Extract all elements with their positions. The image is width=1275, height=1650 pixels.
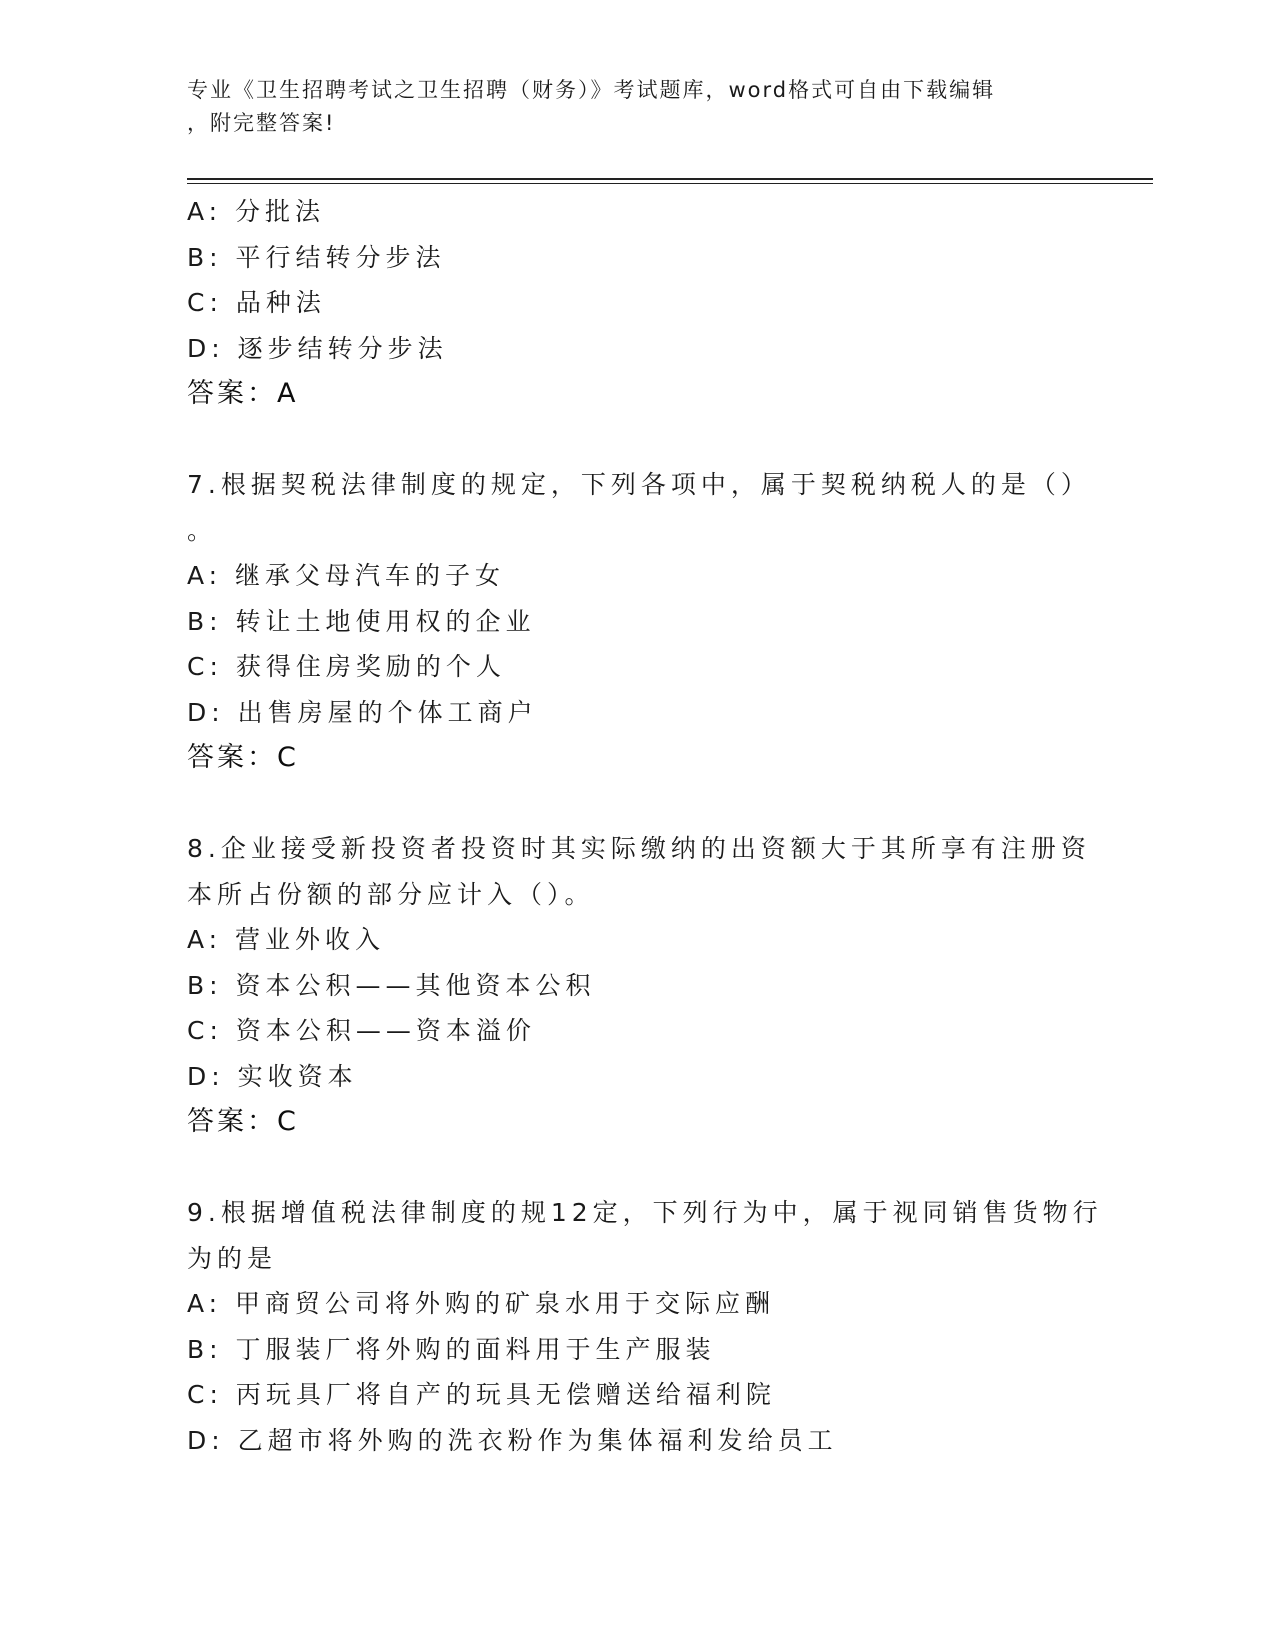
option-a: A: 甲商贸公司将外购的矿泉水用于交际应酬: [187, 1289, 776, 1318]
option-b: B: 平行结转分步法: [187, 242, 446, 272]
option-c: C: 资本公积——资本溢价: [187, 1016, 536, 1045]
spacer: [187, 781, 1087, 827]
question-9: [187, 1190, 1103, 1463]
header-line-2: ，附完整答案!: [187, 111, 336, 135]
option-b: B: 资本公积——其他资本公积: [187, 970, 596, 1000]
header-line-1: 专业《卫生招聘考试之卫生招聘（财务）》考试题库，word格式可自由下载编辑: [187, 78, 996, 102]
question-6: [187, 189, 1087, 417]
question-list: [187, 189, 1103, 1463]
answer: 答案：C: [187, 1106, 299, 1137]
question-7: [187, 462, 1091, 781]
question-stem-continued: 为的是: [187, 1243, 278, 1273]
question-8: [187, 826, 1091, 1145]
option-d: D: 乙超市将外购的洗衣粉作为集体福利发给员工: [187, 1425, 838, 1455]
answer: 答案：A: [187, 378, 299, 409]
header-divider-thin: [187, 183, 1153, 184]
question-stem: 7.根据契税法律制度的规定，下列各项中，属于契税纳税人的是（）: [187, 470, 1091, 499]
option-a: A: 分批法: [187, 197, 326, 226]
option-c: C: 品种法: [187, 288, 326, 317]
spacer: [187, 417, 1087, 463]
document-header: [187, 74, 1067, 140]
spacer: [187, 1145, 1087, 1191]
option-d: D: 逐步结转分步法: [187, 333, 448, 363]
question-stem-continued: 。: [187, 515, 218, 545]
option-d: D: 出售房屋的个体工商户: [187, 697, 538, 727]
option-d: D: 实收资本: [187, 1061, 358, 1091]
option-c: C: 丙玩具厂将自产的玩具无偿赠送给福利院: [187, 1380, 776, 1409]
question-stem-continued: 本所占份额的部分应计入（）。: [187, 879, 595, 909]
option-a: A: 营业外收入: [187, 925, 386, 954]
option-b: B: 转让土地使用权的企业: [187, 606, 536, 636]
option-a: A: 继承父母汽车的子女: [187, 561, 506, 590]
question-stem: 8.企业接受新投资者投资时其实际缴纳的出资额大于其所享有注册资: [187, 834, 1091, 863]
header-divider-thick: [187, 178, 1153, 180]
option-c: C: 获得住房奖励的个人: [187, 652, 506, 681]
option-b: B: 丁服装厂将外购的面料用于生产服装: [187, 1334, 716, 1364]
answer: 答案：C: [187, 742, 299, 773]
question-stem: 9.根据增值税法律制度的规12定，下列行为中，属于视同销售货物行: [187, 1198, 1103, 1227]
